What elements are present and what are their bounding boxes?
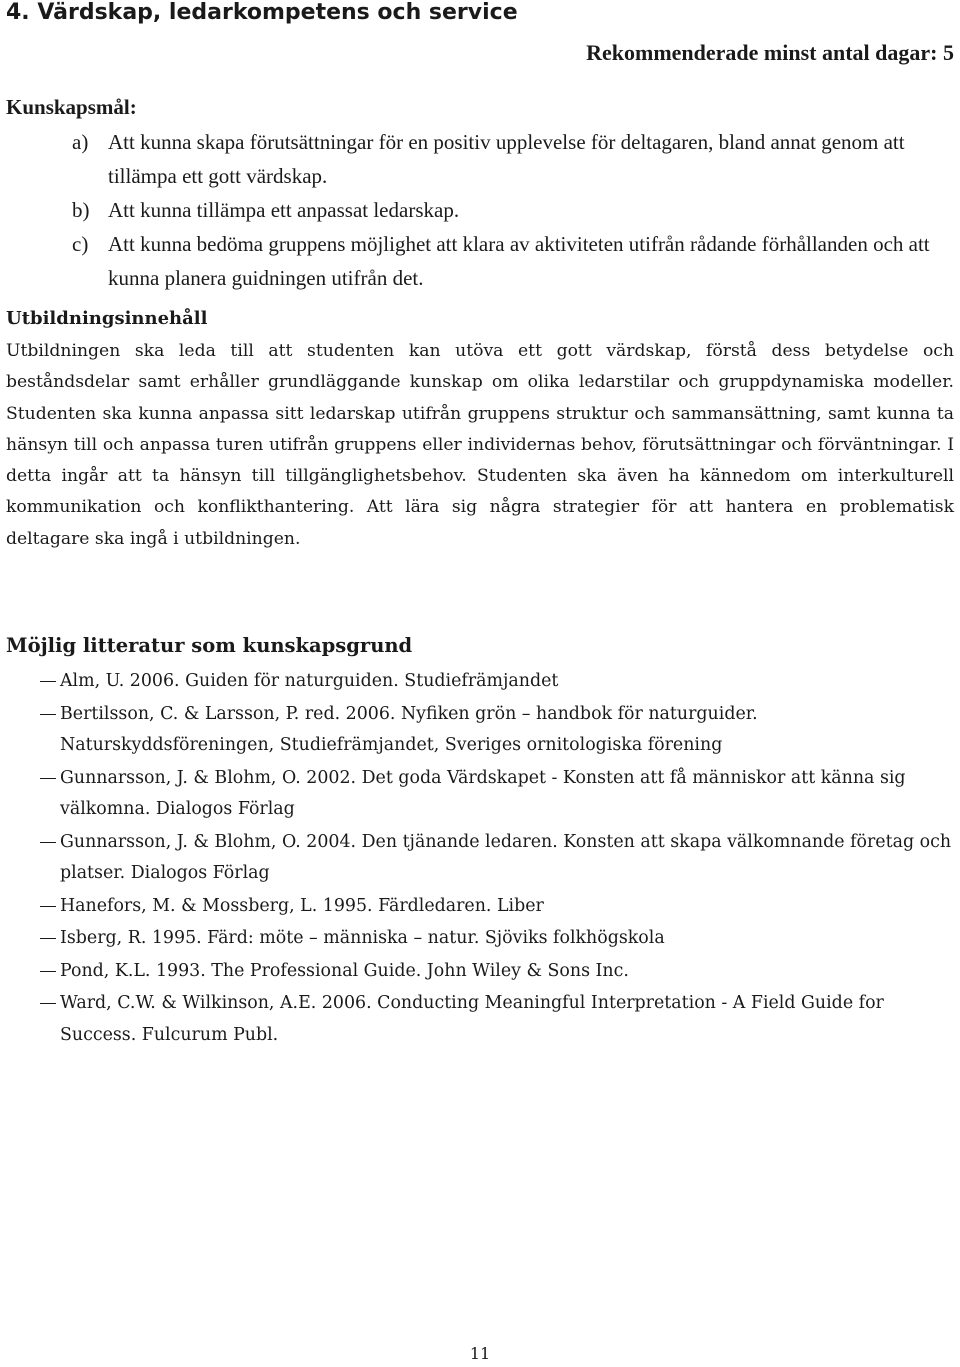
recommended-days: Rekommenderade minst antal dagar: 5 [586,40,954,65]
literature-item [6,827,956,890]
literature-list [6,666,956,1052]
literature-text: Hanefors, M. & Mossberg, L. 1995. Färdledaren. Liber [60,895,544,916]
goal-text: Att kunna skapa förutsättningar för en positiv upplevelse för deltagaren, bland annat genom att tillämpa ett gott värdskap. [108,130,905,188]
dash-icon [40,778,56,779]
literature-text: Isberg, R. 1995. Färd: möte – människa – natur. Sjöviks folkhögskola [60,928,665,948]
dash-icon [40,714,56,715]
goal-text: Att kunna tillämpa ett anpassat ledarskap. [108,198,460,222]
goals-heading: Kunskapsmål: [6,95,137,119]
goal-marker: c) [72,232,89,256]
page-number: 11 [469,1344,491,1363]
literature-item [6,988,956,1051]
goal-marker: a) [72,130,89,154]
literature-item [6,666,956,698]
content-heading: Utbildningsinnehåll [6,308,208,329]
goal-text: Att kunna bedöma gruppens möjlighet att klara av aktiviteten utifrån rådande förhållanden och att kunna planera guidningen utifrån det. [108,232,930,290]
dash-icon [40,681,56,682]
goal-item-a [72,125,958,193]
dash-icon [40,971,56,972]
chapter-title: 4. Värdskap, ledarkompetens och service [6,0,518,25]
literature-text: Alm, U. 2006. Guiden för naturguiden. Studiefrämjandet [60,671,559,691]
literature-text: Ward, C.W. & Wilkinson, A.E. 2006. Conducting Meaningful Interpretation - A Field Guide for Success. Fulcurum Publ. [60,993,884,1045]
dash-icon [40,1003,56,1004]
dash-icon [40,906,56,907]
dash-icon [40,938,56,939]
dash-icon [40,842,56,843]
goal-item-b [72,193,958,227]
literature-text: Bertilsson, C. & Larsson, P. red. 2006. Nyfiken grön – handbok för naturguider. Naturskyddsföreningen, Studiefrämjandet, Sveriges ornitologiska förening [60,703,758,755]
goal-marker: b) [72,198,90,222]
literature-text: Gunnarsson, J. & Blohm, O. 2002. Det goda Värdskapet - Konsten att få människor att känna sig välkomna. Dialogos Förlag [60,767,906,819]
literature-item [6,956,956,988]
goals-list [72,125,958,295]
literature-item [6,763,956,826]
literature-text: Pond, K.L. 1993. The Professional Guide. John Wiley & Sons Inc. [60,960,629,981]
literature-item [6,891,956,923]
literature-item [6,699,956,762]
literature-text: Gunnarsson, J. & Blohm, O. 2004. Den tjänande ledaren. Konsten att skapa välkomnande företag och platser. Dialogos Förlag [60,831,952,883]
literature-item [6,923,956,955]
goal-item-c [72,227,958,295]
literature-heading: Möjlig litteratur som kunskapsgrund [6,634,413,657]
content-body: Utbildningen ska leda till att studenten kan utöva ett gott värdskap, förstå dess betydelse och beståndsdelar samt erhåller grundläggande kunskap om olika ledarstilar och gruppdynamiska modeller. Studenten ska kunna anpassa sitt ledarskap utifrån gruppens struktur och sammansättning, samt kunna ta hänsyn till och anpassa turen utifrån gruppens eller individernas behov, förutsättningar och förväntningar. I detta ingår att ta hänsyn till tillgänglighetsbehov. Studenten ska även ha kännedom om interkulturell kommunikation och konflikthantering. Att lära sig några strategier för att hantera en problematisk deltagare ska ingå i utbildningen. [6,341,954,549]
